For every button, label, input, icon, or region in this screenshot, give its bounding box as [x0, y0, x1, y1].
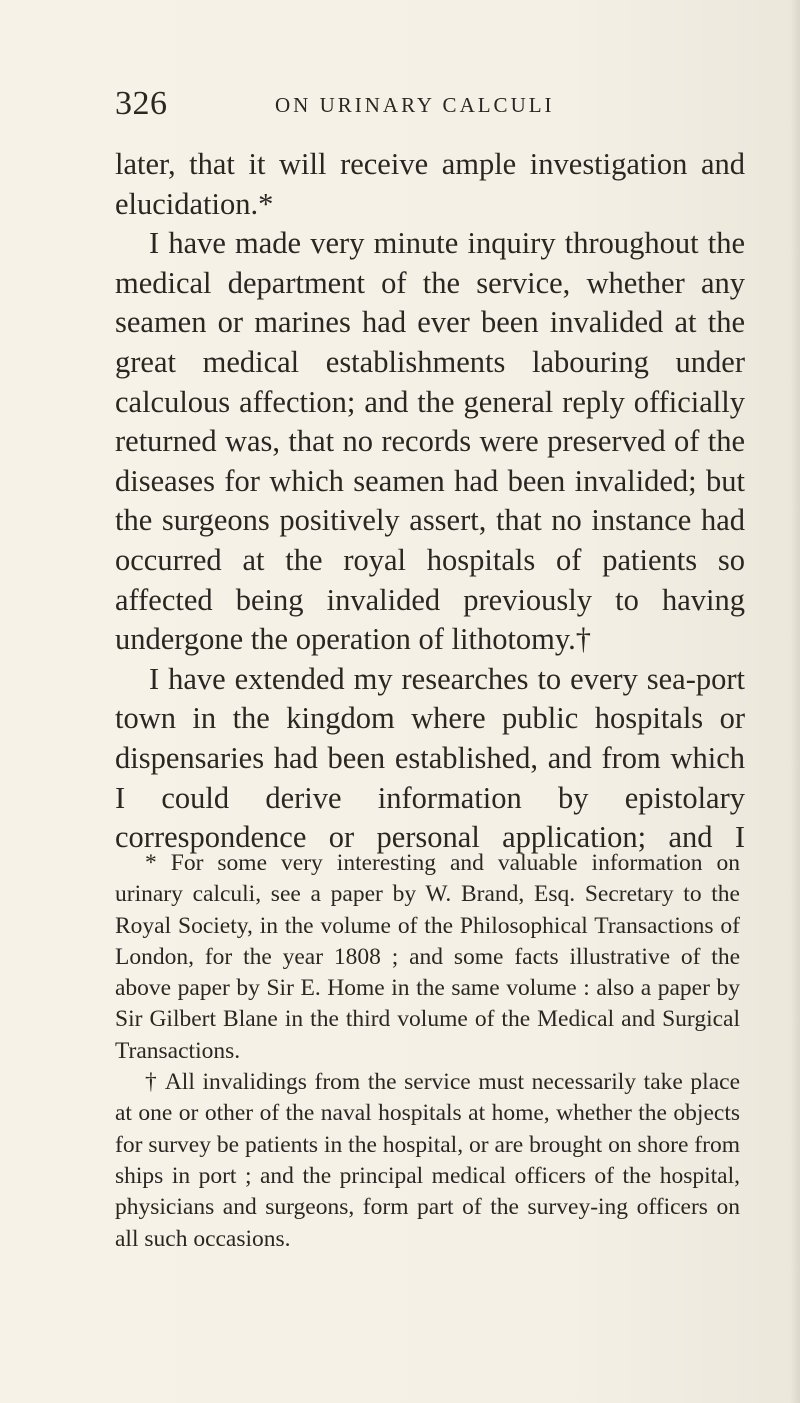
footnotes	[115, 848, 740, 1255]
paragraph-researches: I have extended my researches to every sea-port town in the kingdom where public hospitals or dispensaries had been established, and from which I could derive information by epistolary correspondence or personal application; and I	[115, 661, 745, 855]
paragraph-continued: later, that it will receive ample investigation and elucidation.*	[115, 147, 745, 221]
footnote-asterisk: * For some very interesting and valuable information on urinary calculi, see a paper by W. Brand, Esq. Secretary to the Royal Society, in the volume of the Philosophical Transactions of London, for the year 1808 ; and some facts illustrative of the above paper by Sir E. Home in the same volume : also a paper by Sir Gilbert Blane in the third volume of the Medical and Surgical Transactions.	[115, 850, 740, 1064]
page-header	[115, 82, 735, 126]
running-head: ON URINARY CALCULI	[275, 93, 555, 117]
page-edge-shadow	[790, 0, 800, 1403]
page-number: 326	[115, 85, 168, 122]
footnote-dagger: † All invalidings from the service must necessarily take place at one or other of the naval hospitals at home, whether the objects for survey be patients in the hospital, or are brought on shore from ships in port ; and the principal medical officers of the hospital, physicians and surgeons, form part of the survey-ing officers on all such occasions.	[115, 1069, 740, 1252]
body-text	[115, 145, 745, 858]
paragraph-inquiry: I have made very minute inquiry throughout the medical department of the service, whether any seamen or marines had ever been invalided at the great medical establishments labouring under calculous affection; and the general reply officially returned was, that no records were preserved of the diseases for which seamen had been invalided; but the surgeons positively assert, that no instance had occurred at the royal hospitals of patients so affected being invalided previously to having undergone the operation of lithotomy.†	[115, 226, 745, 657]
